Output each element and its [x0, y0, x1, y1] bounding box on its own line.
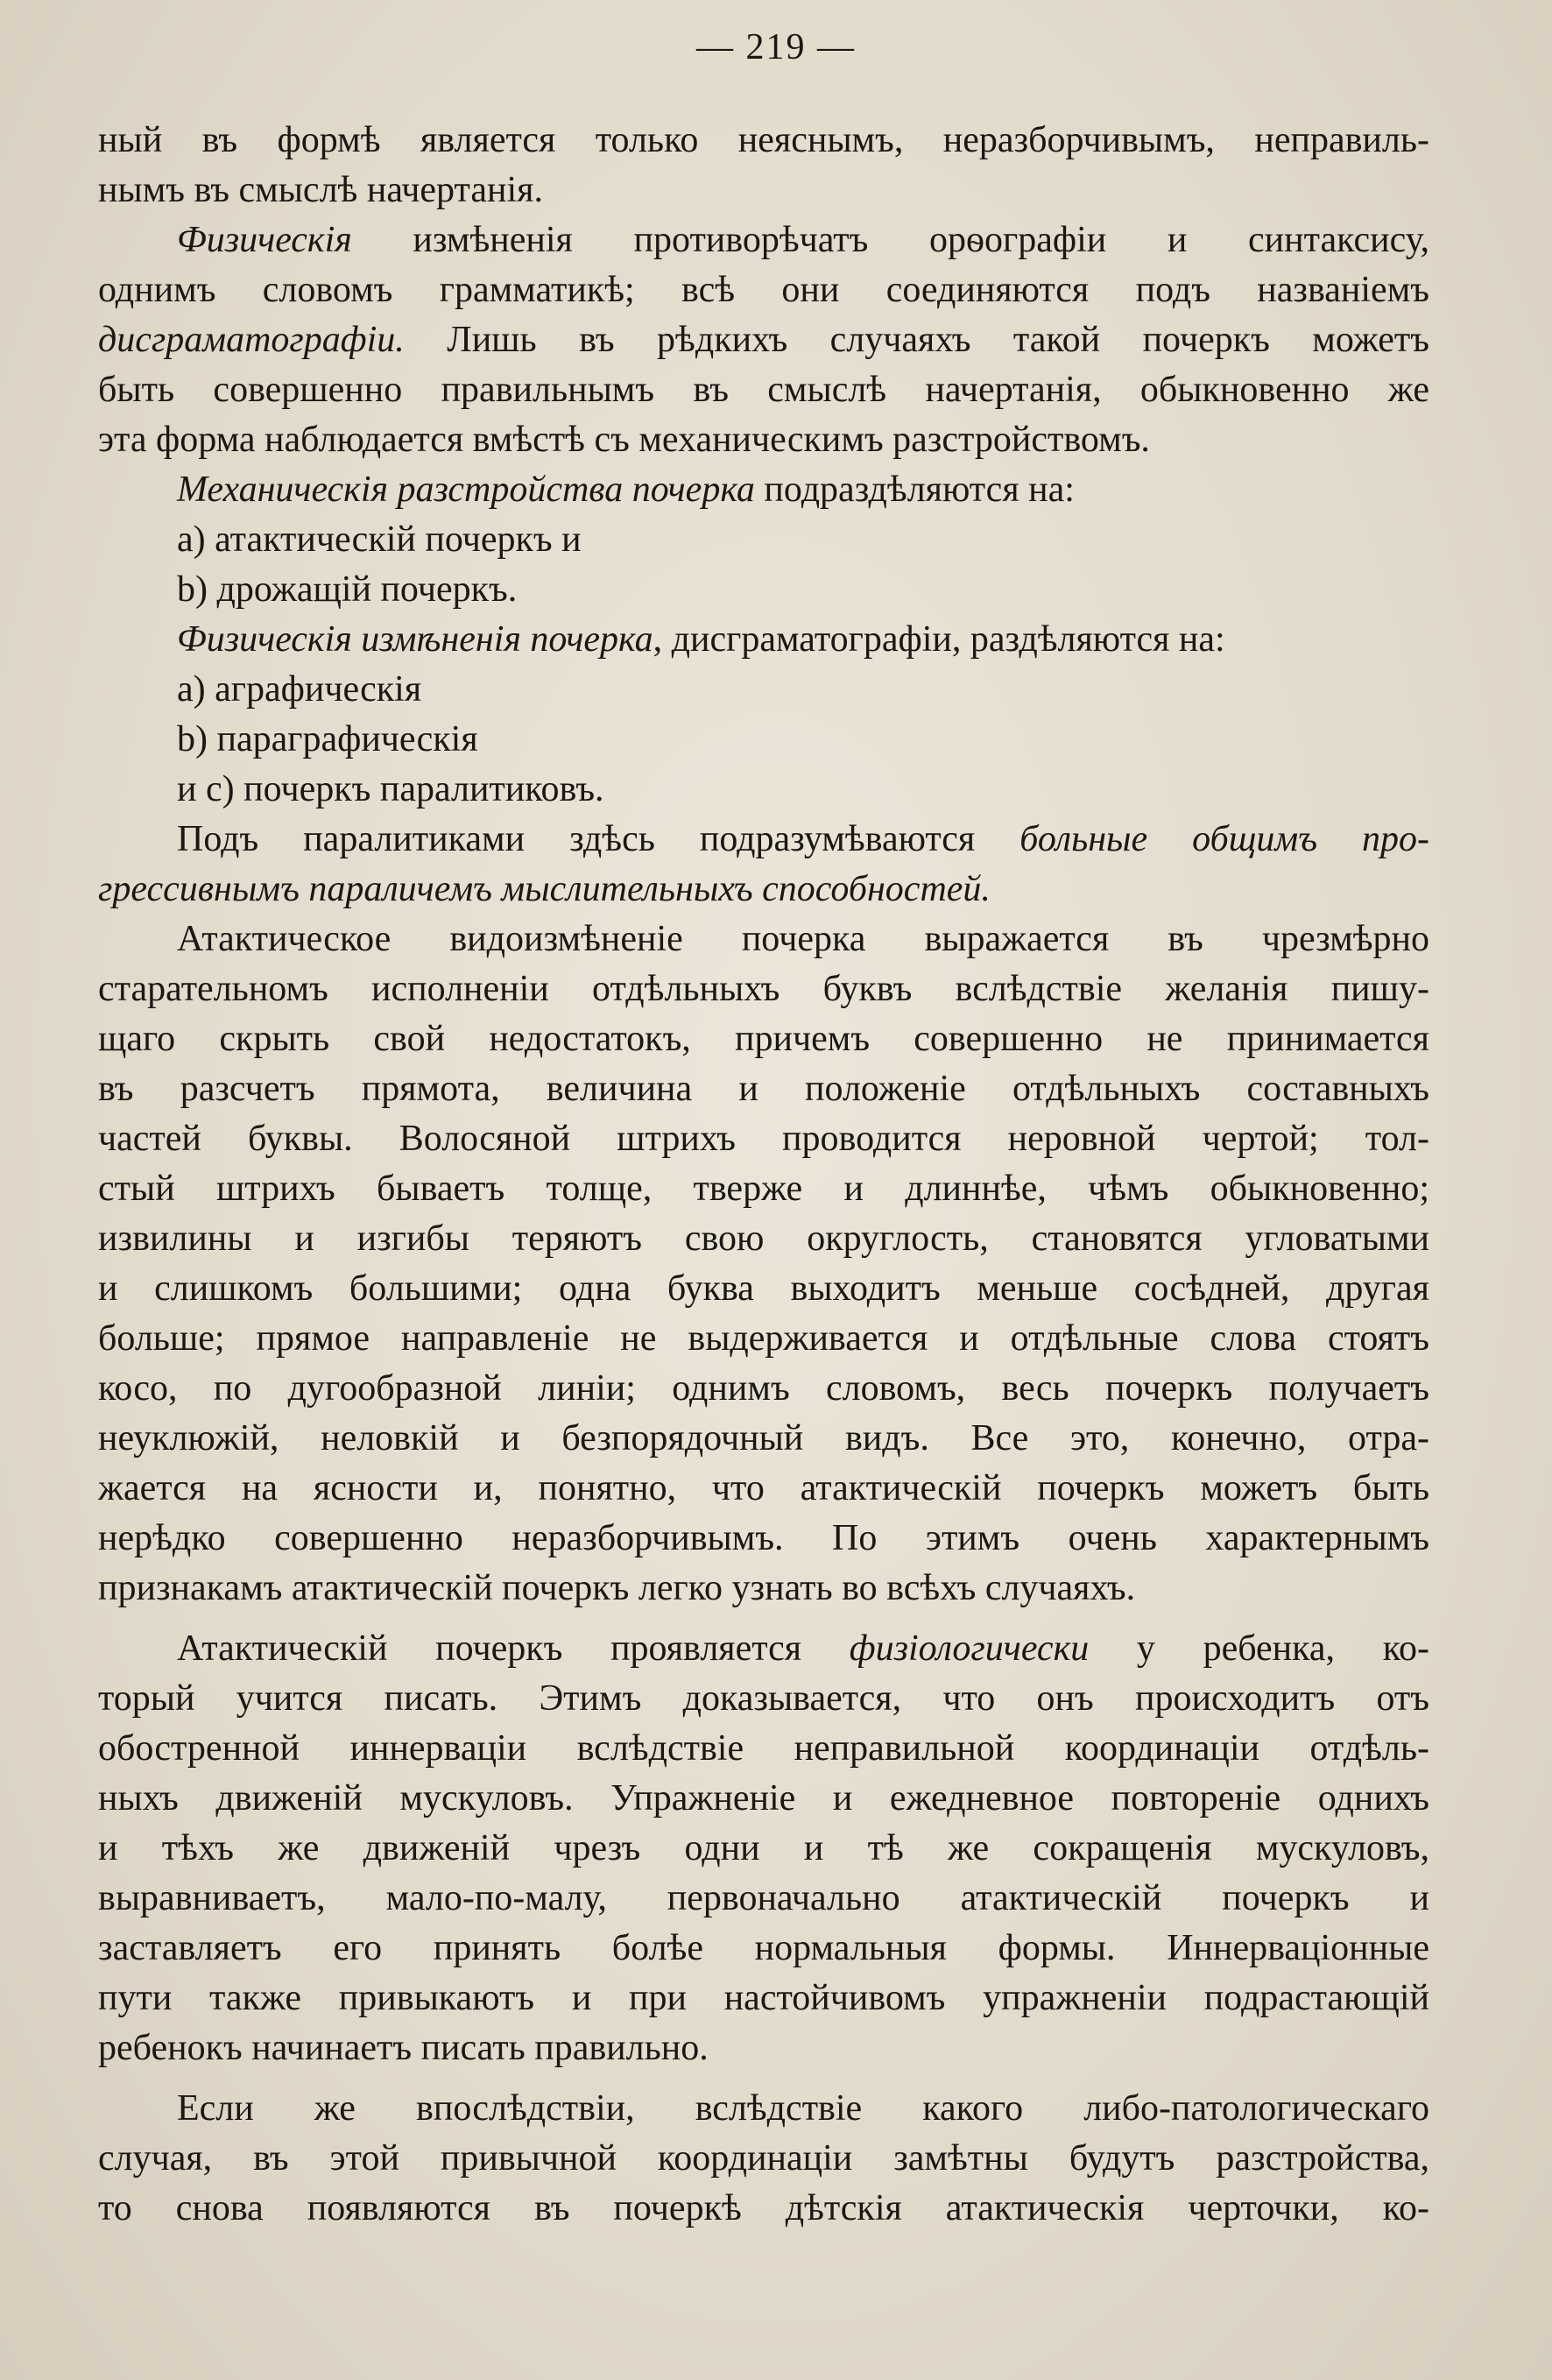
text-line: признакамъ атактическій почеркъ легко узнать во всѣхъ случаяхъ.: [98, 1568, 1136, 1608]
text-line: старательномъ исполненіи отдѣльныхъ буквъ вслѣдствіе желанія пишу-: [98, 969, 1429, 1009]
text-line: ный въ формѣ является только неяснымъ, неразборчивымъ, неправиль-: [98, 120, 1429, 160]
text-line: Механическія разстройства почерка подраздѣляются на:: [177, 470, 1075, 510]
text-line: случая, въ этой привычной координаціи замѣтны будутъ разстройства,: [98, 2138, 1429, 2179]
list-item: и c) почеркъ паралитиковъ.: [177, 769, 604, 809]
text-line: Физическія измѣненія противорѣчатъ орѳографіи и синтаксису,: [177, 220, 1429, 260]
text-line: быть совершенно правильнымъ въ смыслѣ начертанія, обыкновенно же: [98, 370, 1429, 410]
text-line: однимъ словомъ грамматикѣ; всѣ они соединяются подъ названіемъ: [98, 270, 1429, 310]
list-item: b) дрожащій почеркъ.: [177, 569, 518, 610]
text-line: ребенокъ начинаетъ писать правильно.: [98, 2028, 709, 2068]
text-line: стый штрихъ бываетъ толще, тверже и длиннѣе, чѣмъ обыкновенно;: [98, 1169, 1429, 1209]
text-line: выравниваетъ, мало-по-малу, первоначально атактическій почеркъ и: [98, 1878, 1429, 1918]
text-line: торый учится писать. Этимъ доказывается, что онъ происходитъ отъ: [98, 1678, 1429, 1719]
text-line: то снова появляются въ почеркѣ дѣтскія атактическія черточки, ко-: [98, 2188, 1429, 2228]
text-line: Подъ паралитиками здѣсь подразумѣваются больные общимъ про-: [177, 819, 1429, 859]
text-line: пути также привыкаютъ и при настойчивомъ упражненіи подрастающій: [98, 1978, 1429, 2018]
text-line: грессивнымъ параличемъ мыслительныхъ способностей.: [98, 869, 991, 909]
text-line: ныхъ движеній мускуловъ. Упражненіе и ежедневное повтореніе однихъ: [98, 1778, 1429, 1819]
text-line: дисграматографіи. Лишь въ рѣдкихъ случаяхъ такой почеркъ можетъ: [98, 320, 1429, 360]
text-line: жается на ясности и, понятно, что атактическій почеркъ можетъ быть: [98, 1468, 1429, 1508]
text-line: въ разсчетъ прямота, величина и положеніе отдѣльныхъ составныхъ: [98, 1069, 1429, 1109]
list-item: b) параграфическія: [177, 719, 478, 759]
text-line: Если же впослѣдствіи, вслѣдствіе какого либо-патологическаго: [177, 2088, 1429, 2129]
text-line: извилины и изгибы теряютъ свою округлость, становятся угловатыми: [98, 1218, 1429, 1259]
page-number: — 219 —: [696, 27, 856, 67]
text-line: эта форма наблюдается вмѣстѣ съ механическимъ разстройствомъ.: [98, 420, 1150, 460]
text-line: неуклюжій, неловкій и безпорядочный видъ. Все это, конечно, отра-: [98, 1418, 1429, 1458]
list-item: a) атактическій почеркъ и: [177, 519, 582, 560]
text-line: косо, по дугообразной линіи; однимъ словомъ, весь почеркъ получаетъ: [98, 1368, 1429, 1409]
list-item: a) аграфическія: [177, 669, 422, 710]
text-line: Атактическій почеркъ проявляется физіологически у ребенка, ко-: [177, 1628, 1429, 1669]
text-line: нымъ въ смыслѣ начертанія.: [98, 170, 543, 210]
text-line: и слишкомъ большими; одна буква выходитъ меньше сосѣдней, другая: [98, 1268, 1429, 1309]
text-line: и тѣхъ же движеній чрезъ одни и тѣ же сокращенія мускуловъ,: [98, 1828, 1429, 1868]
text-line: обостренной иннерваціи вслѣдствіе неправильной координаціи отдѣль-: [98, 1728, 1429, 1769]
text-line: щаго скрыть свой недостатокъ, причемъ совершенно не принимается: [98, 1019, 1429, 1059]
text-line: больше; прямое направленіе не выдерживается и отдѣльные слова стоятъ: [98, 1318, 1429, 1359]
text-line: заставляетъ его принять болѣе нормальныя формы. Иннерваціонные: [98, 1928, 1429, 1968]
text-line: Атактическое видоизмѣненіе почерка выражается въ чрезмѣрно: [177, 919, 1429, 959]
body-text: [98, 116, 1429, 2234]
text-line: нерѣдко совершенно неразборчивымъ. По этимъ очень характернымъ: [98, 1518, 1429, 1558]
text-line: Физическія измѣненія почерка, дисграматографіи, раздѣляются на:: [177, 619, 1225, 660]
text-line: частей буквы. Волосяной штрихъ проводится неровной чертой; тол-: [98, 1119, 1429, 1159]
